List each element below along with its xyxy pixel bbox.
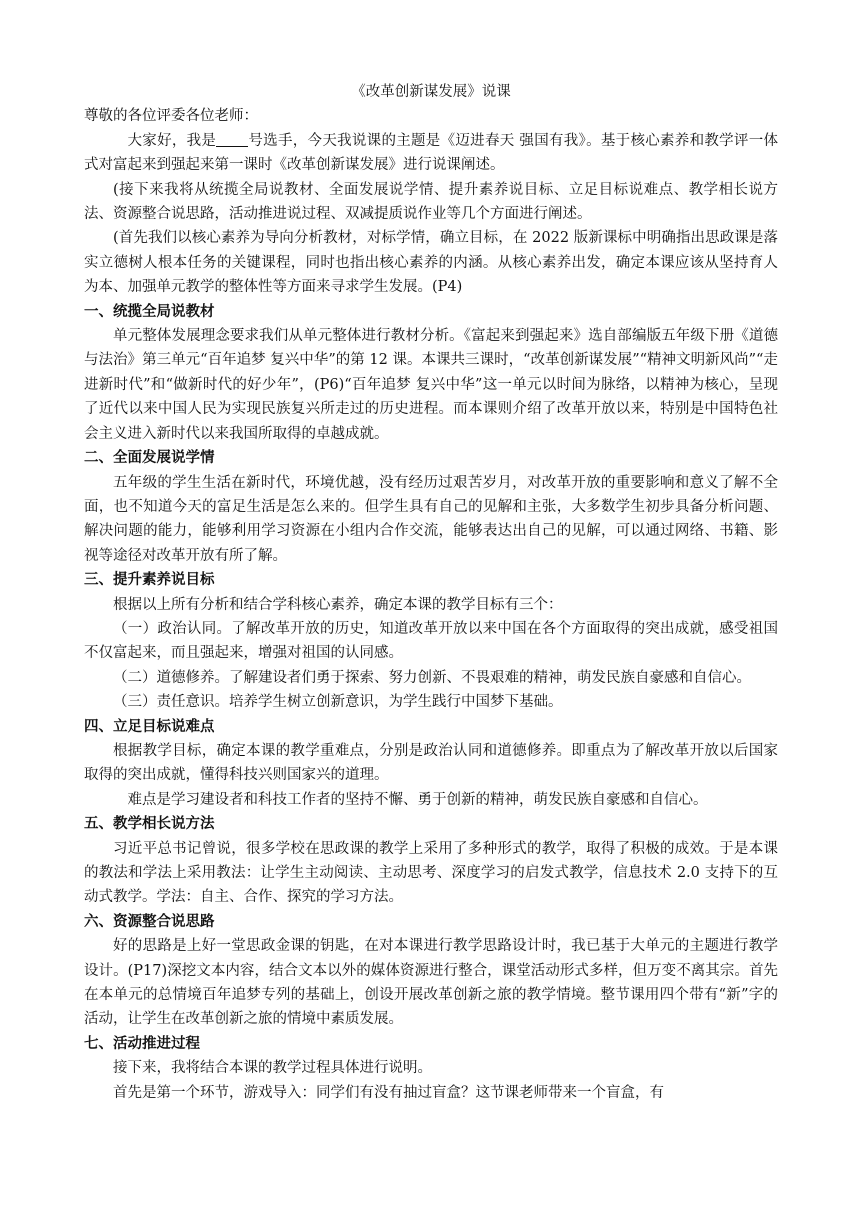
outline-paragraph: (接下来我将从统揽全局说教材、全面发展说学情、提升素养说目标、立足目标说难点、教学相长说方法、资源整合说思路，活动推进说过程、双减提质说作业等几个方面进行阐述。 [84, 181, 778, 223]
section-heading: 一、统揽全局说教材 [84, 303, 215, 320]
section-paragraph: 首先是第一个环节，游戏导入：同学们有没有抽过盲盒？这节课老师带来一个盲盒，有 [113, 1084, 664, 1101]
section-heading: 四、立足目标说难点 [84, 718, 215, 735]
section-heading: 七、活动推进过程 [84, 1035, 200, 1052]
contestant-number-blank [216, 131, 248, 147]
document-page [84, 80, 778, 1105]
document-title: 《改革创新谋发展》说课 [351, 84, 511, 100]
section-heading: 六、资源整合说思路 [84, 913, 215, 930]
section-paragraph: （三）责任意识。培养学生树立创新意识，为学生践行中国梦下基础。 [113, 694, 563, 711]
section-paragraph: 根据教学目标，确定本课的教学重难点，分别是政治认同和道德修养。即重点为了解改革开放以后国家取得的突出成就，懂得科技兴则国家兴的道理。 [84, 742, 778, 784]
intro-paragraph [84, 129, 778, 178]
intro-text-after: 号选手，今天我说课的主题是《迈进春天 强国有我》。基于核心素养和教学评一体式对富起来到强起来第一课时《改革创新谋发展》进行说课阐述。 [84, 132, 779, 174]
section-paragraph: （二）道德修养。了解建设者们勇于探索、努力创新、不畏艰难的精神，萌发民族自豪感和自信心。 [113, 669, 751, 686]
section-heading: 三、提升素养说目标 [84, 572, 215, 589]
section-paragraph: 五年级的学生生活在新时代，环境优越，没有经历过艰苦岁月，对改革开放的重要影响和意义了解不全面，也不知道今天的富足生活是怎么来的。但学生具有自己的见解和主张，大多数学生初步具备分析问题、解决问题的能力，能够利用学习资源在小组内合作交流，能够表达出自己的见解，可以通过网络、书籍、影视等途径对改革开放有所了解。 [84, 474, 778, 564]
section-paragraph: 好的思路是上好一堂思政金课的钥匙，在对本课进行教学思路设计时，我已基于大单元的主题进行教学设计。(P17)深挖文本内容，结合文本以外的媒体资源进行整合，课堂活动形式多样，但万变不离其宗。首先在本单元的总情境百年追梦专列的基础上，创设开展改革创新之旅的教学情境。整节课用四个带有“新”字的活动，让学生在改革创新之旅的情境中素质发展。 [84, 938, 778, 1028]
section-heading: 二、全面发展说学情 [84, 450, 215, 467]
section-paragraph: 接下来，我将结合本课的教学过程具体进行说明。 [113, 1060, 432, 1077]
section-paragraph: 单元整体发展理念要求我们从单元整体进行教材分析。《富起来到强起来》选自部编版五年级下册《道德与法治》第三单元“百年追梦 复兴中华”的第 12 课。本课共三课时，“改革创新谋发展”“精神文明新风尚”“走进新时代”和“做新时代的好少年”，(P6)“百年追梦 复兴中华”这一单元以时间为脉络，以精神为核心，呈现了近代以来中国人民为实现民族复兴所走过的历史进程。而本课则介绍了改革开放以来，特别是中国特色社会主义进入新时代以来我国所取得的卓越成就。 [84, 328, 778, 442]
greeting-line: 尊敬的各位评委各位老师： [84, 108, 258, 125]
section-paragraph: （一）政治认同。了解改革开放的历史，知道改革开放以来中国在各个方面取得的突出成就，感受祖国不仅富起来，而且强起来，增强对祖国的认同感。 [84, 620, 778, 662]
section-paragraph: 难点是学习建设者和科技工作者的坚持不懈、勇于创新的精神，萌发民族自豪感和自信心。 [127, 791, 708, 808]
standard-paragraph: (首先我们以核心素养为导向分析教材，对标学情，确立目标，在 2022 版新课标中明确指出思政课是落实立德树人根本任务的关键课程，同时也指出核心素养的内涵。从核心素养出发，确定本课应该从坚持育人为本、加强单元教学的整体性等方面来寻求学生发展。(P4) [84, 230, 778, 296]
section-paragraph: 根据以上所有分析和结合学科核心素养，确定本课的教学目标有三个： [113, 596, 563, 613]
section-paragraph: 习近平总书记曾说，很多学校在思政课的教学上采用了多种形式的教学，取得了积极的成效。于是本课的教法和学法上采用教法：让学生主动阅读、主动思考、深度学习的启发式教学，信息技术 2.0 支持下的互动式教学。学法：自主、合作、探究的学习方法。 [84, 840, 778, 906]
intro-text-before: 大家好，我是 [127, 132, 217, 149]
section-heading: 五、教学相长说方法 [84, 816, 215, 833]
sections-container [84, 300, 778, 1105]
